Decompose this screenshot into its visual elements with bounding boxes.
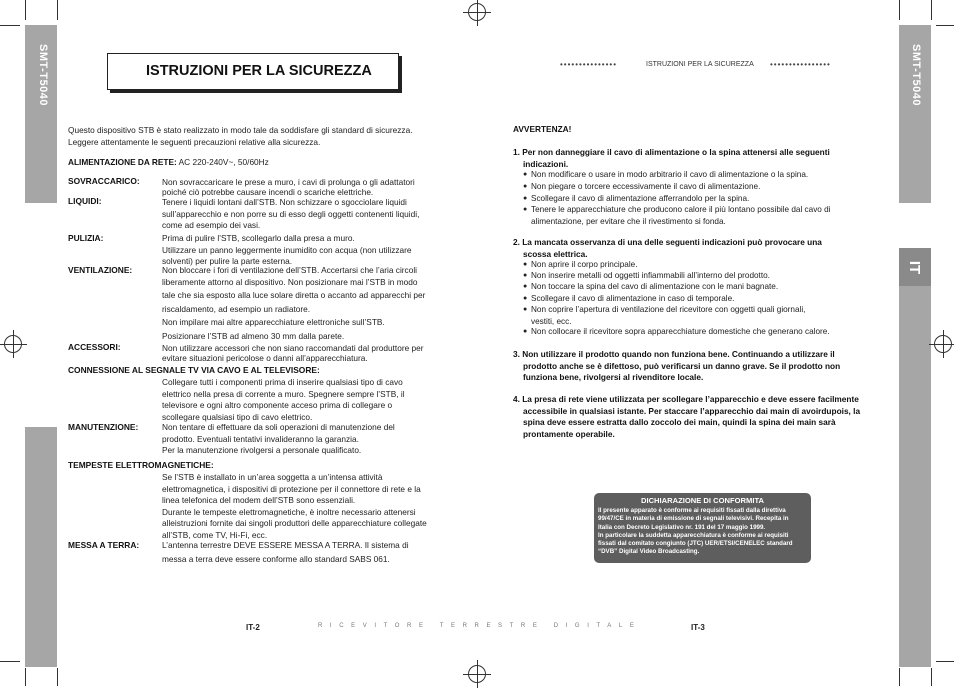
text-line: tale che sia esposto alla luce solare diretta o accanto ad apparecchi per [162,290,426,301]
bullet-item: ● Non piegare o torcere eccessivamente il cavo di alimentazione. [523,181,866,193]
text-line: poiché ciò potrebbe causare incendi o scariche elettriche. [162,187,374,197]
right-model-label: SMT-T5040 [910,44,922,106]
page-title: ISTRUZIONI PER LA SICUREZZA [146,63,372,79]
bullet-item: ● Non toccare la spina del cavo di alimentazione con le mani bagnate. [523,281,866,293]
right-page-number: IT-3 [691,623,705,632]
liquids-text [162,197,452,232]
text-line: ● Tenere le apparecchiature che producono calore il più lontano possibile dal cavo di [531,205,831,214]
warning-heading: AVVERTENZA! [513,124,572,134]
text-line: scollegare qualsiasi tipo di cavo elettrico. [162,411,313,422]
text-line: prodotto. Eventuali tentativi invalideranno la garanzia. [162,433,359,444]
bullet-item: ● Non modificare o usare in modo arbitrario il cavo di alimentazione o la spina. [523,169,866,181]
text-line: 4. La presa di rete viene utilizzata per scollegare l’apparecchio e deve essere facilmente [513,394,859,404]
intro-line: Questo dispositivo STB è stato realizzato in modo tale da soddisfare gli standard di sicurezza. [68,125,413,135]
ventilation-text [162,265,452,343]
warning-item-2 [513,237,853,260]
text-line: Per la manutenzione rivolgersi a personale qualificato. [162,445,362,456]
text-line: accessibile in qualsiasi istante. Per staccare l’apparecchio dai main di avoirdupois, la [523,405,861,416]
maintenance-text [162,422,452,457]
earthing-text [162,540,452,565]
language-tab [899,248,931,286]
bullet-item [523,304,866,327]
registration-mark [468,3,486,21]
crop-mark [25,0,26,20]
text-line: scossa elettrica. [523,248,588,259]
text-line: come ad esempio dei vasi. [162,220,261,231]
left-model-label: SMT-T5040 [37,44,49,106]
text-line: prodotto anche se è difettoso, può verificarsi un danno grave. Se il prodotto non [523,360,841,371]
text-line: Collegare tutti i componenti prima di inserire qualsiasi tipo di cavo [162,377,403,387]
header-center: ISTRUZIONI PER LA SICUREZZA [646,61,754,68]
bullet-item: ● Scollegare il cavo di alimentazione in caso di temporale. [523,293,866,305]
connection-text [162,377,452,423]
text-line: indicazioni. [523,158,569,169]
accessories-text [162,343,452,363]
text-line: alimentazione, per evitare che il rivestimento si fonda. [531,216,726,226]
crop-mark [931,668,932,686]
bullet-item [523,204,866,227]
title-box [107,53,399,90]
crop-mark [0,661,20,662]
text-line: riscaldamento, ad esempio un radiatore. [162,303,311,314]
intro-text [68,125,448,148]
declaration-title: DICHIARAZIONE DI CONFORMITA [640,496,765,505]
text-line: Utilizzare un panno leggermente inumidito con acqua (non utilizzare [162,244,412,255]
intro-line: Leggere attentamente le seguenti precauzioni relative alla sicurezza. [68,136,321,147]
text-line: fissati dal comitato congiunto (JTC) UER/ETSI/CENELEC standard [598,540,793,548]
right-side-bar-bottom [899,286,931,667]
text-line: “DVB” Digital Video Broadcasting. [598,548,700,556]
power-label: ALIMENTAZIONE DA RETE: [68,157,177,167]
left-side-bar-bottom [25,427,57,667]
text-line: 2. La mancata osservanza di una delle seguenti indicazioni può provocare una [513,237,822,247]
bullet-item: ● Non collocare il ricevitore sopra apparecchiature domestiche che generano calore. [523,326,866,338]
text-line: Prima di pulire l’STB, scollegarlo dalla presa a muro. [162,233,355,243]
warning-item-3 [513,349,853,384]
ventilation-label: VENTILAZIONE: [68,265,133,275]
maintenance-label: MANUTENZIONE: [68,422,139,432]
bullet-item: ● Scollegare il cavo di alimentazione afferrandolo per la spina. [523,193,866,205]
language-tab-label: IT [906,260,924,274]
text-line: 3. Non utilizzare il prodotto quando non funziona bene. Continuando a utilizzare il [513,349,835,359]
text-line: Non tentare di effettuare da soli operazioni di manutenzione del [162,422,395,432]
text-line: alleistruzioni fornite dai singoli produttori delle apparecchiature collegate [162,518,427,529]
text-line: televisore e ogni altro componente acceso prima di collegare o [162,400,393,411]
text-line: elettromagnetica, i dispositivi di protezione per il connettore di rete e la [162,483,421,494]
overload-label: SOVRACCARICO: [68,176,140,186]
text-line: 1. Per non danneggiare il cavo di alimentazione o la spina attenersi alle seguenti [513,147,830,157]
cleaning-text [162,233,452,268]
bullet-item: ● Non aprire il corpo principale. [523,259,866,271]
text-line: prontamente operabile. [523,428,615,439]
earthing-label: MESSA A TERRA: [68,540,140,550]
text-line: spina deve essere estratta dallo zoccolo dei main, quindi la spina dei main sarà [523,417,836,428]
crop-mark [57,668,58,686]
crop-mark [25,668,26,686]
declaration-text [598,507,807,557]
text-line: Non bloccare i fori di ventilazione dell’STB. Accertarsi che l’aria circoli [162,265,418,275]
text-line: Non impilare mai altre apparecchiature elettroniche sull’STB. [162,317,385,328]
footer-product-name: RICEVITORE TERRESTRE DIGITALE [318,623,642,629]
warning-item-1 [513,147,853,170]
crop-mark [899,0,900,20]
text-line: sull’apparecchio e non porre su di esso degli oggetti contenenti liquidi, [162,208,420,219]
text-line: funziona bene, rivolgersi al rivenditore locale. [523,372,704,383]
power-row [68,157,448,169]
warning-item-4 [513,394,863,440]
text-line: Non sovraccaricare le prese a muro, i cavi di prolunga o gli adattatori [162,177,415,187]
text-line: L’antenna terrestre DEVE ESSERE MESSA A TERRA. Il sistema di [162,540,409,550]
text-line: Se l’STB è installato in un’area soggetta a un’intensa attività [162,472,383,482]
crop-mark [0,25,20,26]
storms-text [162,472,457,542]
overload-text [162,177,452,197]
text-line: 99/47/CE in materia di emissione di segnali televisivi. Recepita in [598,515,789,523]
text-line: evitare situazioni pericolose o danni all’apparecchiatura. [162,353,368,363]
text-line: Posizionare l’STB ad almeno 30 mm dalla parete. [162,330,345,341]
declaration-box [594,493,811,563]
text-line: all’STB, come TV, Hi-Fi, ecc. [162,529,268,540]
header-dots-left: ••••••••••••••• [560,60,618,69]
crop-mark [57,0,58,20]
storms-label: TEMPESTE ELETTROMAGNETICHE: [68,460,214,470]
text-line: elettrico nella presa di corrente a muro. Spegnere sempre l’STB, il [162,388,405,399]
cleaning-label: PULIZIA: [68,233,104,243]
text-line: In particolare la suddetta apparecchiatura è conforme ai requisiti [598,531,789,539]
registration-mark [934,335,952,353]
accessories-label: ACCESSORI: [68,342,121,352]
registration-mark [468,665,486,683]
liquids-label: LIQUIDI: [68,196,102,206]
text-line: ● Non coprire l’apertura di ventilazione del ricevitore con oggetti quali giornali, [531,305,806,314]
text-line: messa a terra deve essere conforme allo standard SABS 061. [162,553,390,564]
text-line: Non utilizzare accessori che non siano raccomandati dal produttore per [162,343,424,353]
text-line: solventi) per pulire la parte esterna. [162,256,293,267]
header-dots-right: •••••••••••••••• [770,60,831,69]
text-line: linea telefonica del modem dell’STB sono essenziali. [162,495,356,506]
text-line: liberamente attorno al dispositivo. Non posizionare mai l’STB in modo [162,276,418,287]
registration-mark [4,335,22,353]
text-line: Tenere i liquidi lontani dall’STB. Non schizzare o sgocciolare liquidi [162,197,407,207]
connection-label: CONNESSIONE AL SEGNALE TV VIA CAVO E AL TELEVISORE: [68,365,320,375]
crop-mark [936,661,954,662]
text-line: Durante le tempeste elettromagnetiche, è inoltre necessario attenersi [162,506,416,517]
crop-mark [899,668,900,686]
bullet-item: ● Non inserire metalli od oggetti infiammabili all’interno del prodotto. [523,270,866,282]
text-line: Italia con Decreto Legislativo nr. 191 del 17 maggio 1999. [598,523,766,531]
crop-mark [931,0,932,20]
text-line: vestiti, ecc. [531,316,572,326]
crop-mark [936,25,954,26]
left-page-number: IT-2 [246,623,260,632]
text-line: Il presente apparato è conforme ai requisiti fissati dalla direttiva [598,507,786,514]
power-value: AC 220-240V~, 50/60Hz [178,157,269,167]
